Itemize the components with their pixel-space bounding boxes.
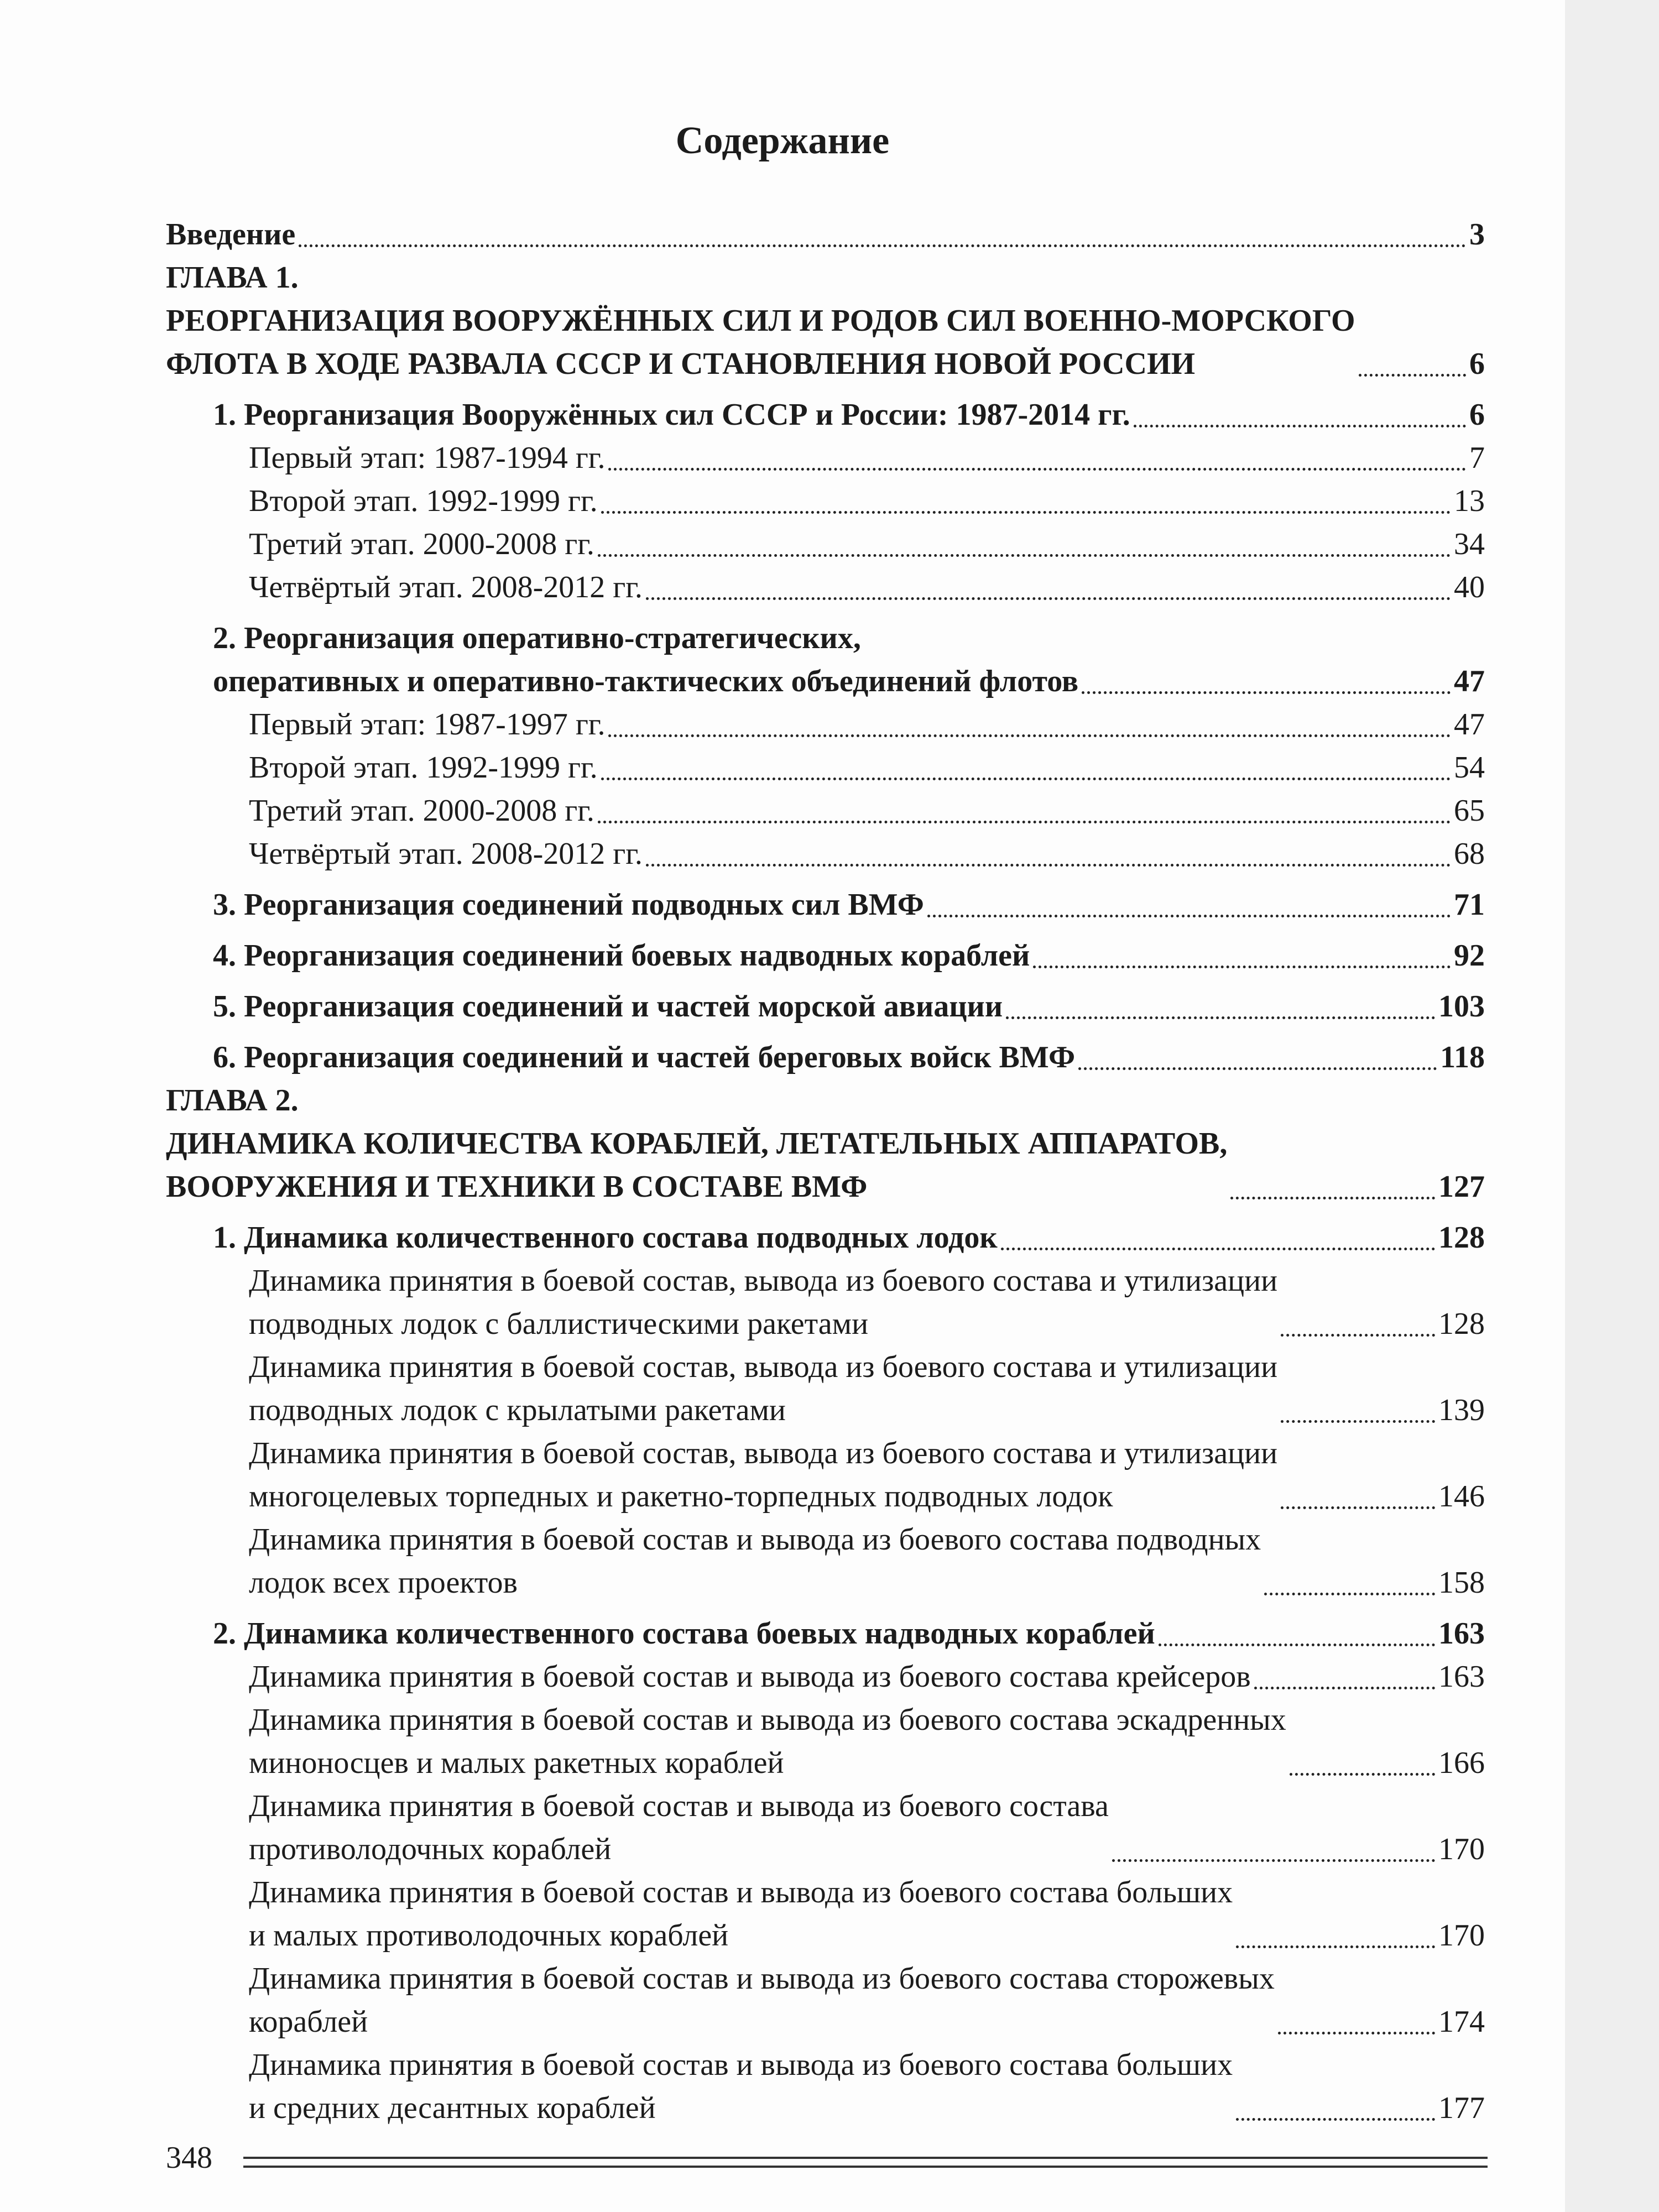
toc-entry[interactable] (166, 1122, 1485, 1208)
toc-entry-page: 3 (1469, 217, 1485, 252)
toc-entry-page: 158 (1438, 1566, 1485, 1600)
toc-entry[interactable] (166, 1612, 1485, 1655)
dot-leader (598, 554, 1451, 557)
chapter-label: ГЛАВА 2. (166, 1083, 299, 1118)
toc-entry[interactable] (166, 883, 1485, 926)
chapter-label: ГЛАВА 1. (166, 260, 299, 295)
toc-entry-page: 170 (1438, 1832, 1485, 1866)
toc-entry-title: 2. Динамика количественного состава боевых надводных кораблей (213, 1616, 1155, 1651)
toc-entry-page: 127 (1438, 1170, 1485, 1204)
dot-leader (1264, 1593, 1435, 1595)
toc-entry[interactable] (166, 832, 1485, 875)
toc-entry-page: 7 (1469, 441, 1485, 475)
toc-entry[interactable] (166, 1957, 1485, 2043)
toc-entry[interactable] (166, 1871, 1485, 1957)
toc-entry-page: 139 (1438, 1393, 1485, 1427)
dot-leader (1159, 1644, 1435, 1646)
toc-entry-page: 71 (1454, 888, 1485, 922)
dot-leader (1230, 1197, 1435, 1199)
toc-entry-page: 103 (1438, 989, 1485, 1024)
toc-entry[interactable] (166, 1518, 1485, 1604)
toc-entry-page: 118 (1440, 1040, 1485, 1074)
page-title: Содержание (675, 119, 890, 162)
toc-entry-page: 174 (1438, 2005, 1485, 2039)
toc-entry-page: 166 (1438, 1746, 1485, 1780)
dot-leader (1236, 2118, 1435, 2121)
dot-leader (1033, 966, 1451, 968)
dot-leader (1281, 1506, 1435, 1509)
toc-entry-page: 170 (1438, 1918, 1485, 1953)
toc-entry[interactable] (166, 985, 1485, 1028)
toc-entry[interactable] (166, 703, 1485, 746)
toc-entry-page: 65 (1454, 794, 1485, 828)
toc-entry-page: 47 (1454, 664, 1485, 698)
toc-entry-title: Первый этап: 1987-1997 гг. (249, 707, 606, 742)
toc-entry-page: 54 (1454, 750, 1485, 785)
toc-entry-page: 128 (1438, 1307, 1485, 1341)
toc-entry-title: Динамика принятия в боевой состав и вывода из боевого состава больших и малых противолодочных кораблей (249, 1875, 1233, 1953)
toc-entry-title: Второй этап. 1992-1999 гг. (249, 750, 598, 785)
toc-entry[interactable] (166, 789, 1485, 832)
toc-entry[interactable] (166, 523, 1485, 566)
toc-entry-title: Первый этап: 1987-1994 гг. (249, 441, 606, 475)
toc-entry-title: Четвёртый этап. 2008-2012 гг. (249, 837, 643, 871)
dot-leader (646, 597, 1451, 600)
dot-leader (601, 778, 1451, 780)
dot-leader (601, 511, 1451, 514)
toc-entry[interactable] (166, 1698, 1485, 1785)
toc-entry-title: Динамика принятия в боевой состав и вывода из боевого состава противолодочных кораблей (249, 1789, 1109, 1866)
dot-leader (1078, 1067, 1437, 1070)
toc-entry[interactable] (166, 617, 1485, 703)
toc-entry-title: Третий этап. 2000-2008 гг. (249, 527, 594, 561)
toc-entry-page: 34 (1454, 527, 1485, 561)
dot-leader (1001, 1248, 1435, 1250)
dot-leader (1281, 1334, 1435, 1337)
toc-entry[interactable] (166, 1259, 1485, 1345)
dot-leader (1281, 1420, 1435, 1423)
toc-entry-page: 163 (1438, 1616, 1485, 1651)
toc-entry-title: 6. Реорганизация соединений и частей береговых войск ВМФ (213, 1040, 1076, 1074)
toc-entry-page: 6 (1469, 398, 1485, 432)
dot-leader (1359, 374, 1466, 377)
dot-leader (1290, 1773, 1435, 1776)
toc-entry-page: 177 (1438, 2091, 1485, 2125)
toc-entry-title: Динамика принятия в боевой состав и вывода из боевого состава сторожевых кораблей (249, 1961, 1275, 2039)
toc-entry-title: Динамика принятия в боевой состав и вывода из боевого состава подводных лодок всех проектов (249, 1522, 1261, 1600)
toc-entry[interactable] (166, 1655, 1485, 1698)
dot-leader (1278, 2032, 1435, 2034)
toc-entry[interactable] (166, 299, 1485, 385)
toc-entry-title: 5. Реорганизация соединений и частей морской авиации (213, 989, 1003, 1024)
toc-entry-title: 2. Реорганизация оперативно-стратегических, оперативных и оперативно-тактических объединений флотов (213, 621, 1079, 698)
toc-entry[interactable] (166, 1785, 1485, 1871)
toc-entry-title: Введение (166, 217, 296, 252)
toc-entry-page: 6 (1469, 347, 1485, 381)
page-edge-background (1565, 0, 1659, 2212)
toc-entry-title: Динамика принятия в боевой состав, вывода из боевого состава и утилизации подводных лодок с крылатыми ракетами (249, 1350, 1278, 1427)
toc-entry[interactable] (166, 393, 1485, 436)
toc-entry-title: 3. Реорганизация соединений подводных сил ВМФ (213, 888, 924, 922)
dot-leader (608, 468, 1466, 471)
toc-entry-title: Динамика принятия в боевой состав и вывода из боевого состава крейсеров (249, 1660, 1251, 1694)
dot-leader (608, 734, 1451, 737)
footer-double-rule (243, 2157, 1488, 2168)
toc-entry[interactable] (166, 1216, 1485, 1259)
dot-leader (646, 864, 1451, 867)
dot-leader (299, 244, 1466, 247)
toc-entry[interactable] (166, 2043, 1485, 2130)
dot-leader (1006, 1016, 1435, 1019)
toc-entry-title: 1. Динамика количественного состава подводных лодок (213, 1220, 998, 1255)
page-number: 348 (166, 2141, 212, 2175)
dot-leader (927, 915, 1451, 917)
toc-entry-page: 128 (1438, 1220, 1485, 1255)
toc-entry-title: Второй этап. 1992-1999 гг. (249, 484, 598, 518)
toc-entry[interactable] (166, 213, 1485, 256)
toc-entry-page: 92 (1454, 938, 1485, 973)
toc-entry-title: Динамика принятия в боевой состав, вывода из боевого состава и утилизации подводных лодок с баллистическими ракетами (249, 1264, 1278, 1341)
dot-leader (1082, 691, 1451, 694)
toc-entry-page: 163 (1438, 1660, 1485, 1694)
toc-entry-title: Третий этап. 2000-2008 гг. (249, 794, 594, 828)
toc-entry-page: 40 (1454, 570, 1485, 604)
toc-entry[interactable] (166, 566, 1485, 609)
toc-entry[interactable] (166, 436, 1485, 479)
toc-entry-page: 47 (1454, 707, 1485, 742)
toc-entry-title: РЕОРГАНИЗАЦИЯ ВООРУЖЁННЫХ СИЛ И РОДОВ СИЛ ВОЕННО-МОРСКОГО ФЛОТА В ХОДЕ РАЗВАЛА СССР И СТАНОВЛЕНИЯ НОВОЙ РОССИИ (166, 304, 1355, 381)
toc-entry[interactable] (166, 1345, 1485, 1432)
toc-entry[interactable] (166, 1432, 1485, 1518)
toc-entry[interactable] (166, 1036, 1485, 1079)
dot-leader (1236, 1945, 1435, 1948)
toc-entry-title: Четвёртый этап. 2008-2012 гг. (249, 570, 643, 604)
toc-entry[interactable] (166, 934, 1485, 977)
toc-entry-page: 68 (1454, 837, 1485, 871)
toc-entry[interactable] (166, 479, 1485, 523)
toc-entry-title: Динамика принятия в боевой состав и вывода из боевого состава эскадренных миноносцев и малых ракетных кораблей (249, 1703, 1286, 1780)
toc-entry-title: 4. Реорганизация соединений боевых надводных кораблей (213, 938, 1030, 973)
dot-leader (1254, 1687, 1435, 1689)
toc-entry-title: Динамика принятия в боевой состав, вывода из боевого состава и утилизации многоцелевых торпедных и ракетно-торпедных подводных лодок (249, 1436, 1278, 1514)
toc-entry-title: ДИНАМИКА КОЛИЧЕСТВА КОРАБЛЕЙ, ЛЕТАТЕЛЬНЫХ АППАРАТОВ, ВООРУЖЕНИЯ И ТЕХНИКИ В СОСТАВЕ ВМФ (166, 1126, 1228, 1204)
toc-entry-page: 146 (1438, 1479, 1485, 1514)
toc-entry-title: Динамика принятия в боевой состав и вывода из боевого состава больших и средних десантных кораблей (249, 2048, 1233, 2125)
toc-entry[interactable] (166, 746, 1485, 789)
dot-leader (1134, 425, 1466, 427)
toc-entry-page: 13 (1454, 484, 1485, 518)
dot-leader (598, 821, 1451, 823)
table-of-contents (166, 213, 1485, 2130)
dot-leader (1112, 1859, 1435, 1862)
toc-entry-title: 1. Реорганизация Вооружённых сил СССР и России: 1987-2014 гг. (213, 398, 1130, 432)
